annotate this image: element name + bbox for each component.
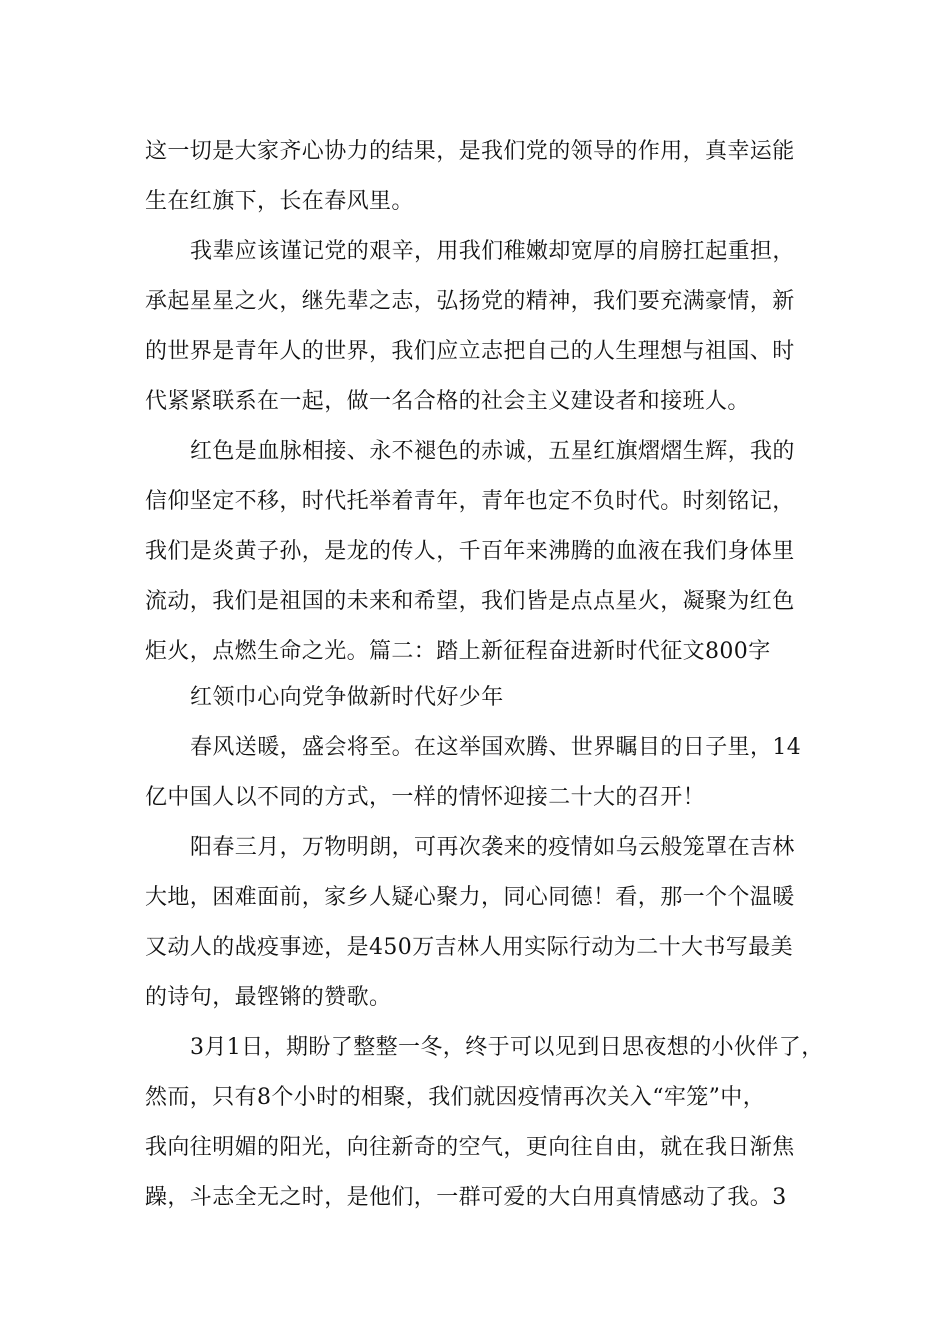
- text-line: 信仰坚定不移，时代托举着青年，青年也定不负时代。时刻铭记，: [145, 489, 795, 514]
- text-line: 承起星星之火，继先辈之志，弘扬党的精神，我们要充满豪情，新: [145, 289, 795, 314]
- text-line: 亿中国人以不同的方式，一样的情怀迎接二十大的召开！: [145, 785, 706, 810]
- text-line: 又动人的战疫事迹，是450万吉林人用实际行动为二十大书写最美: [145, 935, 793, 960]
- text-line: 阳春三月，万物明朗，可再次袭来的疫情如乌云般笼罩在吉林: [190, 835, 795, 860]
- text-line: 流动，我们是祖国的未来和希望，我们皆是点点星火，凝聚为红色: [145, 589, 795, 614]
- text-line: 炬火，点燃生命之光。篇二：踏上新征程奋进新时代征文800字: [145, 639, 771, 664]
- text-line: 然而，只有8个小时的相聚，我们就因疫情再次关入“牢笼”中，: [145, 1085, 766, 1110]
- text-line: 我辈应该谨记党的艰辛，用我们稚嫩却宽厚的肩膀扛起重担，: [190, 239, 795, 264]
- text-line: 这一切是大家齐心协力的结果，是我们党的领导的作用，真幸运能: [145, 139, 795, 164]
- text-line: 生在红旗下，长在春风里。: [145, 189, 414, 214]
- text-line: 代紧紧联系在一起，做一名合格的社会主义建设者和接班人。: [145, 389, 750, 414]
- text-line: 我向往明媚的阳光，向往新奇的空气，更向往自由，就在我日渐焦: [145, 1135, 795, 1160]
- text-line: 的世界是青年人的世界，我们应立志把自己的人生理想与祖国、时: [145, 339, 795, 364]
- text-line: 我们是炎黄子孙，是龙的传人，千百年来沸腾的血液在我们身体里: [145, 539, 795, 564]
- text-line: 春风送暖，盛会将至。在这举国欢腾、世界瞩目的日子里，14: [190, 735, 802, 760]
- text-line: 红色是血脉相接、永不褪色的赤诚，五星红旗熠熠生辉，我的: [190, 439, 795, 464]
- text-line: 躁，斗志全无之时，是他们，一群可爱的大白用真情感动了我。3: [145, 1185, 787, 1210]
- text-line: 的诗句，最铿锵的赞歌。: [145, 985, 392, 1010]
- text-line: 3月1日，期盼了整整一冬，终于可以见到日思夜想的小伙伴了，: [190, 1035, 824, 1060]
- text-line: 大地，困难面前，家乡人疑心聚力，同心同德！看，那一个个温暖: [145, 885, 795, 910]
- text-line: 红领巾心向党争做新时代好少年: [190, 685, 504, 710]
